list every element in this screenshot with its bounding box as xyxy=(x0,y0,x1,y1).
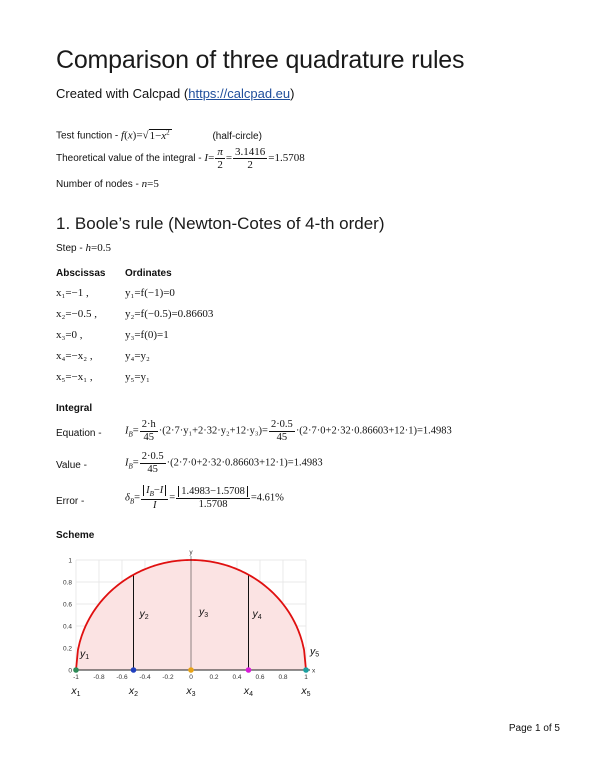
node-y-label: y5 xyxy=(310,645,320,659)
test-function-line xyxy=(56,128,262,142)
col-ordinates: Ordinates xyxy=(125,268,172,279)
x-tick-label: -0.4 xyxy=(139,674,151,681)
node-x-label: x1 xyxy=(71,685,81,698)
x-tick-label: -0.8 xyxy=(93,674,105,681)
error-result: =4.61% xyxy=(250,492,284,504)
step-label: Step - xyxy=(56,243,86,254)
created-with-line xyxy=(56,86,294,101)
calcpad-link[interactable]: https://calcpad.eu xyxy=(188,86,291,101)
y-tick-label: 0.6 xyxy=(62,601,72,609)
ordinate-row-1: y₁=f(−1)=0 xyxy=(125,287,175,299)
equation-value-fraction: $\frac{2\cdot 0.5}{45}$ xyxy=(270,419,293,443)
error-label: Error - xyxy=(56,496,85,507)
x-tick-label: 0.8 xyxy=(278,674,288,681)
node-marker xyxy=(246,667,252,673)
theoretical-formula: I= $\frac{\pi}{2}$ = $\frac{3.1416}{2}$ =1.5708 xyxy=(204,146,305,172)
theoretical-line xyxy=(56,146,305,171)
equation-formula: $I_B=$ $\frac{2\cdot h}{45}$ ·(2·7·y₁+2·32·y₂+12·y₃)= $\frac{2\cdot 0.5}{45}$ ·(2·7·0+2·32·0.86603+12·1)=1.4983 xyxy=(125,419,452,443)
section-heading: 1. Boole’s rule (Newton-Cotes of 4-th order) xyxy=(56,214,385,233)
y-tick-label: 1 xyxy=(68,557,72,565)
value-formula: $I_B=$ $\frac{2\cdot 0.5}{45}$ ·(2·7·0+2·32·0.86603+12·1)=1.4983 xyxy=(125,451,323,475)
error-formula: $\delta_B=$ $\frac{I_B-I}{I}$ = $\frac{1.4983-1.5708}{1.5708}$ =4.61% xyxy=(125,485,284,511)
col-abscissas: Abscissas xyxy=(56,268,106,279)
node-x-label: x4 xyxy=(243,685,254,698)
node-marker xyxy=(131,667,137,673)
value-label: Value - xyxy=(56,460,87,471)
abscissa-row-1: x₁=−1 , xyxy=(56,287,89,299)
value-fraction: $\frac{2\cdot 0.5}{45}$ xyxy=(141,451,164,475)
test-function-formula: $f(x)=√1-x^2$ xyxy=(121,128,170,142)
step-value: 0.5 xyxy=(97,242,111,254)
abscissa-row-2: x₂=−0.5 , xyxy=(56,308,97,320)
node-marker xyxy=(188,667,194,673)
equation-label: Equation - xyxy=(56,428,102,439)
node-marker xyxy=(303,667,309,673)
x-axis-label: x xyxy=(312,667,316,675)
ordinate-row-5: y₅=y₁ xyxy=(125,371,150,383)
page-footer: Page 1 of 5 xyxy=(508,723,560,734)
x-tick-label: -0.6 xyxy=(116,674,128,681)
test-function-label: Test function - xyxy=(56,130,122,142)
x-tick-label: 0.2 xyxy=(209,674,219,681)
nodes-label: Number of nodes - xyxy=(56,179,142,190)
error-fraction-2: $\frac{1.4983-1.5708}{1.5708}$ xyxy=(176,486,250,510)
created-prefix: Created with Calcpad ( xyxy=(56,86,189,101)
x-tick-label: -1 xyxy=(73,674,79,681)
node-x-label: x2 xyxy=(128,685,139,698)
x-tick-label: 0 xyxy=(189,674,193,681)
node-x-label: x5 xyxy=(301,685,311,698)
pi-fraction: $\frac{\pi}{2}$ xyxy=(217,146,223,172)
nodes-line: Number of nodes - n=5 xyxy=(56,178,159,190)
equation-coef-fraction: $\frac{2\cdot h}{45}$ xyxy=(141,419,156,443)
error-fraction-1: $\frac{I_B-I}{I}$ xyxy=(141,485,168,511)
scheme-heading: Scheme xyxy=(56,530,95,541)
ordinate-row-3: y₃=f(0)=1 xyxy=(125,329,169,341)
node-y-label: y1 xyxy=(80,647,90,661)
node-y-label: y3 xyxy=(199,606,209,619)
integral-heading: Integral xyxy=(56,403,93,414)
step-line: Step - h=0.5 xyxy=(56,242,111,254)
page-title: Comparison of three quadrature rules xyxy=(56,46,465,74)
ordinate-row-2: y₂=f(−0.5)=0.86603 xyxy=(125,308,214,320)
y-tick-label: 0 xyxy=(68,667,72,675)
x-tick-label: 0.6 xyxy=(255,674,265,681)
ordinate-row-4: y₄=y₂ xyxy=(125,350,150,362)
abscissa-row-4: x₄=−x₂ , xyxy=(56,350,93,362)
pi-value-fraction: $\frac{3.1416}{2}$ xyxy=(235,146,266,172)
node-y-label: y2 xyxy=(139,608,149,622)
abscissa-row-3: x₃=0 , xyxy=(56,329,83,341)
nodes-value: 5 xyxy=(153,178,159,190)
theoretical-label: Theoretical value of the integral - xyxy=(56,153,205,165)
abscissa-row-5: x₅=−x₁ , xyxy=(56,371,93,383)
node-marker xyxy=(73,667,79,673)
y-tick-label: 0.2 xyxy=(62,645,72,653)
x-tick-label: -0.2 xyxy=(162,674,174,681)
y-tick-label: 0.4 xyxy=(62,623,72,631)
node-y-label: y4 xyxy=(252,608,262,622)
x-tick-label: 0.4 xyxy=(232,674,242,681)
scheme-chart xyxy=(54,546,324,706)
theoretical-result: 1.5708 xyxy=(274,152,305,165)
x-tick-label: 1 xyxy=(304,674,308,681)
node-x-label: x3 xyxy=(186,685,196,698)
test-function-note: (half-circle) xyxy=(212,130,262,142)
y-axis-label: y xyxy=(189,549,193,556)
y-tick-label: 0.8 xyxy=(62,579,72,587)
created-suffix: ) xyxy=(290,86,295,101)
